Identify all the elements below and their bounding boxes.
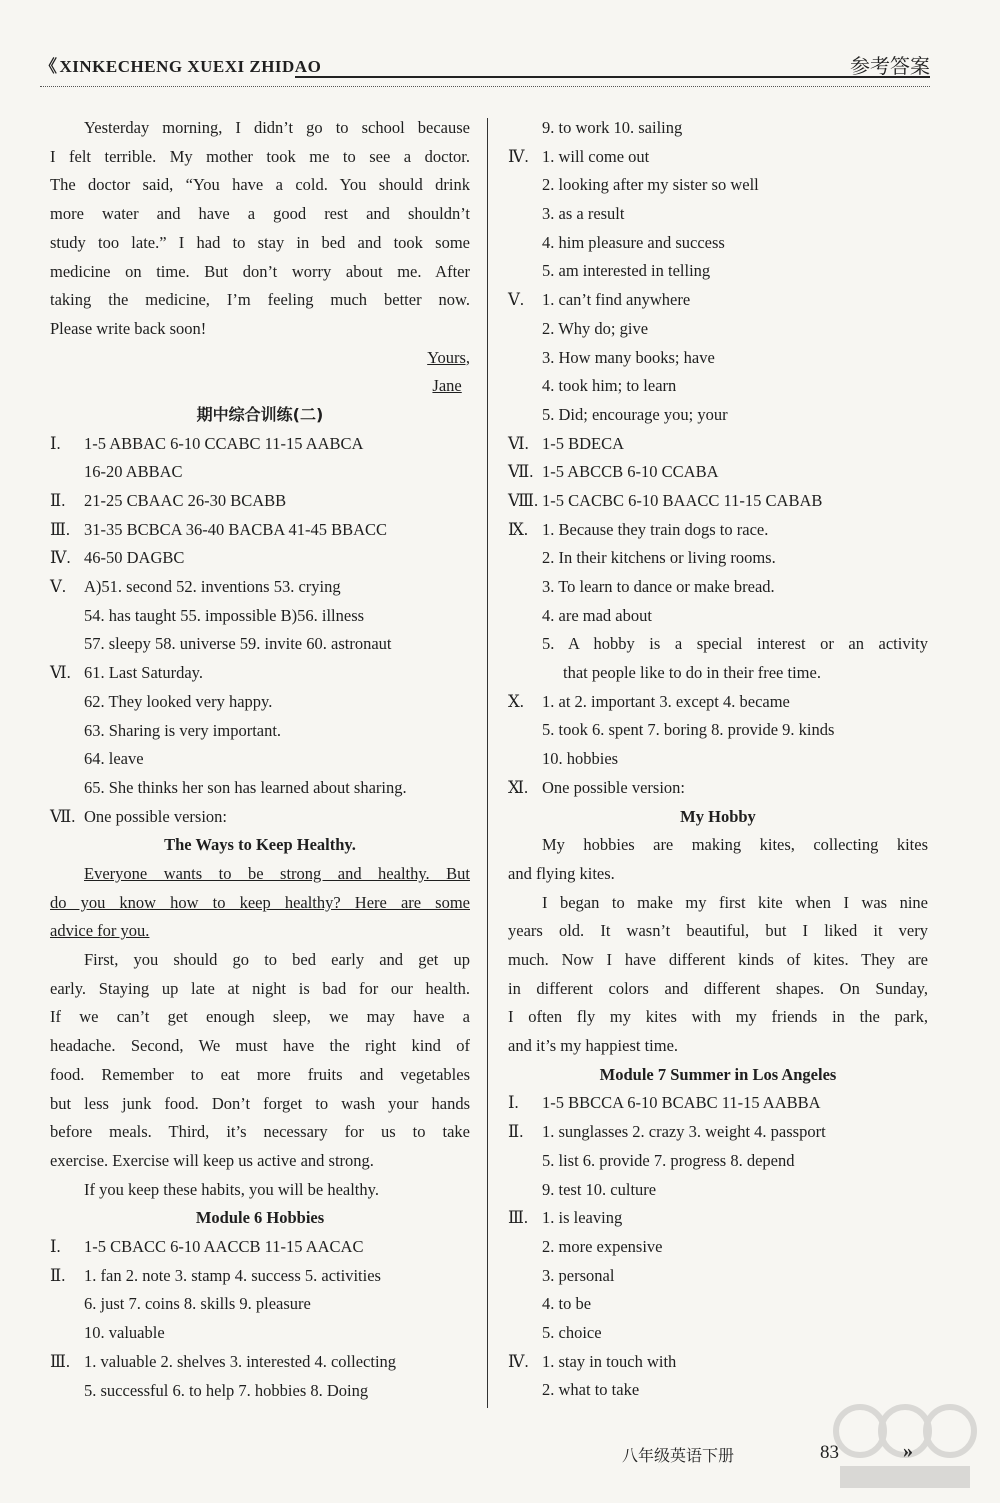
answer-row: 6. just 7. coins 8. skills 9. pleasure (84, 1294, 311, 1314)
footer-grade-text: 八年级英语下册 (622, 1446, 735, 1465)
answer-row: 64. leave (84, 749, 144, 769)
brand-title (40, 52, 321, 77)
answer-row: 2. In their kitchens or living rooms. (542, 548, 776, 568)
right-column (508, 114, 928, 1405)
answer-row: 5. successful 6. to help 7. hobbies 8. Doing (84, 1380, 369, 1400)
answer-row: Ⅲ. 1. valuable 2. shelves 3. interested 4. collecting (50, 1351, 397, 1371)
answer-row: 10. valuable (84, 1323, 165, 1343)
answer-row: 5. took 6. spent 7. boring 8. provide 9. kinds (542, 720, 835, 740)
answer-row: 3. To learn to dance or make bread. (542, 577, 775, 596)
section-title: 参考答案 (850, 54, 930, 78)
essay-intro-line: do you know how to keep healthy? Here are some (50, 892, 470, 912)
answer-row: 5. Did; encourage you; your (542, 404, 728, 424)
module-6-title: Module 6 Hobbies (195, 1208, 325, 1228)
double-chevron-left-icon: 《 (40, 57, 58, 76)
essay-line: If you keep these habits, you will be healthy. (84, 1179, 379, 1199)
answer-row: 3. as a result (542, 204, 625, 224)
answer-row: 2. Why do; give (542, 318, 649, 338)
answer-row: Ⅴ. 1. can’t find anywhere (508, 290, 691, 310)
answer-row: 62. They looked very happy. (84, 691, 273, 711)
midterm-title: 期中综合训练(二) (196, 404, 324, 424)
answer-row: Ⅰ. 1-5 BBCCA 6-10 BCABC 11-15 AABBA (508, 1093, 821, 1113)
letter-line: The doctor said, “You have a cold. You should drink (50, 175, 470, 195)
essay-line: and it’s my happiest time. (508, 1036, 679, 1056)
letter-line: study too late.” I had to stay in bed and took some (50, 232, 470, 252)
brand-text: XINKECHENG XUEXI ZHIDAO (59, 57, 322, 76)
answer-row: Ⅸ. 1. Because they train dogs to race. (508, 519, 769, 539)
answer-row: Ⅶ. 1-5 ABCCB 6-10 CCABA (508, 462, 719, 482)
page-header (40, 48, 930, 88)
answer-row: 5. am interested in telling (542, 261, 711, 281)
answer-row: 5. choice (542, 1322, 602, 1342)
answer-row: 2. more expensive (542, 1236, 663, 1256)
essay-line: much. Now I have different kinds of kites. They are (508, 950, 928, 969)
answer-row: 5. list 6. provide 7. progress 8. depend (542, 1150, 795, 1170)
answer-row: Ⅳ. 1. stay in touch with (508, 1351, 677, 1371)
answer-row: 9. to work 10. sailing (542, 118, 683, 137)
answer-row: 54. has taught 55. impossible B)56. illness (84, 605, 365, 625)
letter-sign-off: Yours, (427, 347, 470, 367)
answer-row: 2. looking after my sister so well (542, 175, 759, 195)
letter-line: more water and have a good rest and shouldn’t (50, 204, 470, 224)
header-dotted-rule (40, 86, 930, 87)
module-7-title: Module 7 Summer in Los Angeles (599, 1064, 837, 1084)
answer-row: Ⅰ. 1-5 CBACC 6-10 AACCB 11-15 AACAC (50, 1237, 364, 1257)
answer-row: Ⅳ. 1. will come out (508, 146, 650, 166)
letter-line: medicine on time. But don’t worry about me. After (50, 261, 470, 281)
answer-row: 4. took him; to learn (542, 376, 677, 396)
answer-row: 57. sleepy 58. universe 59. invite 60. astronaut (84, 634, 392, 654)
letter-line: taking the medicine, I’m feeling much better now. (50, 290, 470, 310)
answer-row: Ⅱ. 21-25 CBAAC 26-30 BCABB (50, 491, 287, 511)
letter-line: Yesterday morning, I didn’t go to school because (84, 118, 470, 137)
essay-line: My hobbies are making kites, collecting kites (542, 835, 928, 855)
answer-row: Ⅷ. 1-5 CACBC 6-10 BAACC 11-15 CABAB (508, 490, 823, 510)
answer-row: Ⅺ. One possible version: (508, 777, 685, 797)
letter-line: Please write back soon! (50, 318, 207, 338)
header-rule (295, 76, 930, 78)
answer-row: 2. what to take (542, 1380, 640, 1400)
answer-row: 10. hobbies (542, 749, 619, 769)
essay-line: I often fly my kites with my friends in the park, (508, 1007, 928, 1027)
essay-line: early. Staying up late at night is bad for our health. (50, 978, 470, 998)
answer-row: 4. to be (542, 1294, 592, 1314)
letter-line: I felt terrible. My mother took me to see a doctor. (50, 146, 470, 166)
essay-line: I began to make my first kite when I was nine (542, 892, 928, 912)
essay-line: and flying kites. (508, 863, 615, 883)
answer-row: Ⅴ. A)51. second 52. inventions 53. crying (50, 577, 341, 597)
column-divider (487, 118, 488, 1408)
answer-row: that people like to do in their free time. (563, 663, 821, 683)
letter-signature: Jane (432, 376, 462, 396)
answer-row: Ⅵ. 61. Last Saturday. (50, 663, 203, 683)
essay-line: in different colors and different shapes. On Sunday, (508, 978, 928, 998)
essay-line: food. Remember to eat more fruits and vegetables (50, 1064, 470, 1084)
answer-row: 9. test 10. culture (542, 1179, 657, 1199)
answer-row: Ⅲ. 1. is leaving (508, 1208, 623, 1228)
answer-row: 4. him pleasure and success (542, 232, 725, 252)
essay-line: exercise. Exercise will keep us active and strong. (50, 1151, 374, 1170)
answer-row: Ⅵ. 1-5 BDECA (508, 433, 625, 453)
left-column (50, 114, 470, 1405)
essay-title: The Ways to Keep Healthy. (164, 835, 356, 855)
essay-intro-line: advice for you. (50, 921, 150, 941)
watermark-logo (830, 1396, 980, 1496)
essay-line: First, you should go to bed early and get up (84, 950, 470, 970)
answer-row: 3. personal (542, 1265, 615, 1285)
answer-row: Ⅰ. 1-5 ABBAC 6-10 CCABC 11-15 AABCA (50, 433, 364, 453)
answer-row: Ⅹ. 1. at 2. important 3. except 4. became (508, 691, 790, 711)
answer-row: Ⅱ. 1. sunglasses 2. crazy 3. weight 4. passport (508, 1122, 826, 1142)
answer-row: Ⅶ. One possible version: (50, 806, 227, 826)
answer-row: Ⅱ. 1. fan 2. note 3. stamp 4. success 5. activities (50, 1265, 381, 1285)
double-chevron-right-icon: » (903, 1440, 913, 1462)
essay-line: headache. Second, We must have the right kind of (50, 1036, 470, 1056)
answer-row: 5. A hobby is a special interest or an activity (542, 634, 928, 654)
answer-row: 3. How many books; have (542, 347, 715, 367)
answer-row: 16-20 ABBAC (84, 462, 183, 482)
essay-line: If we can’t get enough sleep, we may have a (50, 1007, 470, 1027)
hobby-essay-title: My Hobby (680, 806, 756, 826)
essay-line: before meals. Third, it’s necessary for us to take (50, 1122, 470, 1142)
answer-row: Ⅲ. 31-35 BCBCA 36-40 BACBA 41-45 BBACC (50, 519, 388, 539)
essay-intro-line: Everyone wants to be strong and healthy. But (84, 863, 470, 883)
essay-line: but less junk food. Don’t forget to wash your hands (50, 1093, 470, 1113)
page-number: 83 (820, 1442, 839, 1463)
answer-row: 4. are mad about (542, 605, 652, 625)
answer-row: Ⅳ. 46-50 DAGBC (50, 548, 185, 568)
essay-line: years old. It wasn’t beautiful, but I liked it very (508, 921, 928, 941)
answer-row: 65. She thinks her son has learned about sharing. (84, 777, 407, 797)
answer-row: 63. Sharing is very important. (84, 720, 282, 740)
